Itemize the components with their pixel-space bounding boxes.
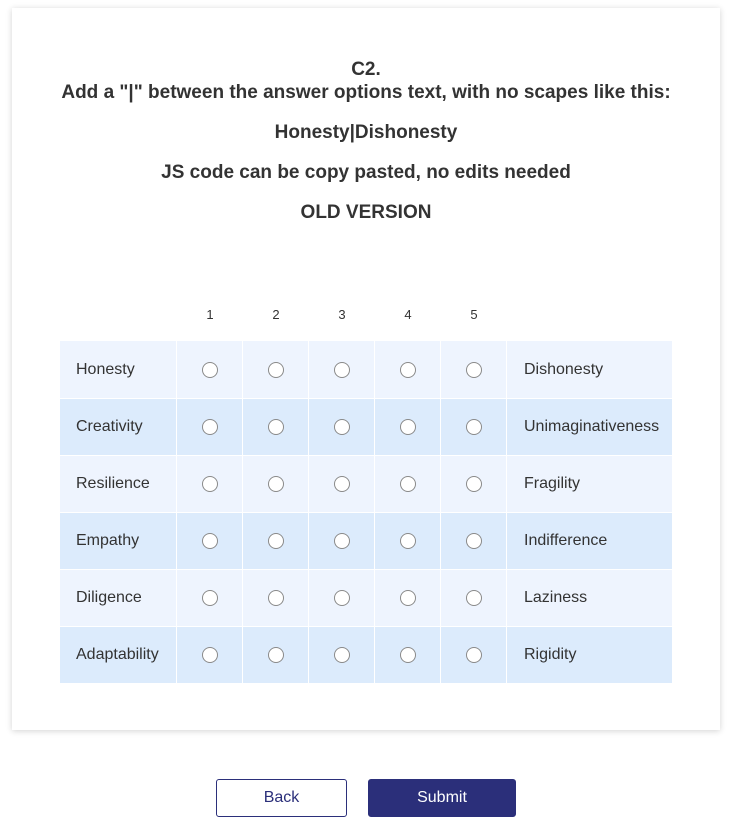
radio-empathy-2[interactable] — [268, 533, 284, 549]
scale-label-3: 3 — [338, 307, 346, 322]
radio-creativity-3[interactable] — [334, 419, 350, 435]
radio-empathy-4[interactable] — [400, 533, 416, 549]
question-number: C2. — [351, 59, 381, 80]
scale-label-2: 2 — [272, 307, 280, 322]
row-left-label: Diligence — [60, 570, 177, 626]
submit-button[interactable]: Submit — [368, 779, 516, 817]
radio-creativity-5[interactable] — [466, 419, 482, 435]
radio-resilience-1[interactable] — [202, 476, 218, 492]
radio-creativity-4[interactable] — [400, 419, 416, 435]
radio-resilience-4[interactable] — [400, 476, 416, 492]
row-right-label: Unimaginativeness — [524, 418, 660, 435]
row-right-label: Rigidity — [524, 646, 577, 663]
question-line-3: JS code can be copy pasted, no edits needed — [161, 162, 571, 183]
radio-adaptability-1[interactable] — [202, 647, 218, 663]
radio-diligence-2[interactable] — [268, 590, 284, 606]
radio-diligence-1[interactable] — [202, 590, 218, 606]
radio-honesty-2[interactable] — [268, 362, 284, 378]
radio-honesty-1[interactable] — [202, 362, 218, 378]
question-card — [12, 8, 720, 730]
question-line-1: Add a "|" between the answer options text, with no scapes like this: — [61, 82, 671, 103]
radio-resilience-5[interactable] — [466, 476, 482, 492]
row-left-label: Creativity — [60, 399, 177, 455]
bipolar-grid — [60, 341, 672, 683]
radio-honesty-4[interactable] — [400, 362, 416, 378]
radio-adaptability-3[interactable] — [334, 647, 350, 663]
radio-adaptability-5[interactable] — [466, 647, 482, 663]
question-line-4: OLD VERSION — [300, 202, 432, 223]
radio-diligence-3[interactable] — [334, 590, 350, 606]
row-left-label: Honesty — [60, 341, 177, 398]
scale-label-5: 5 — [470, 307, 478, 322]
radio-diligence-4[interactable] — [400, 590, 416, 606]
scale-label-1: 1 — [206, 307, 214, 322]
grid-row-resilience — [60, 455, 672, 512]
radio-honesty-3[interactable] — [334, 362, 350, 378]
radio-adaptability-4[interactable] — [400, 647, 416, 663]
back-button[interactable]: Back — [216, 779, 347, 817]
grid-row-creativity — [60, 398, 672, 455]
grid-row-adaptability — [60, 626, 672, 683]
radio-resilience-2[interactable] — [268, 476, 284, 492]
radio-adaptability-2[interactable] — [268, 647, 284, 663]
row-right-label: Indifference — [524, 532, 608, 549]
grid-row-empathy — [60, 512, 672, 569]
row-right-label: Laziness — [524, 589, 588, 606]
grid-row-honesty — [60, 341, 672, 398]
row-right-label: Fragility — [524, 475, 581, 492]
row-left-label: Adaptability — [60, 627, 177, 683]
grid-row-diligence — [60, 569, 672, 626]
radio-resilience-3[interactable] — [334, 476, 350, 492]
radio-diligence-5[interactable] — [466, 590, 482, 606]
row-right-label: Dishonesty — [524, 360, 604, 378]
radio-empathy-1[interactable] — [202, 533, 218, 549]
radio-honesty-5[interactable] — [466, 362, 482, 378]
radio-empathy-5[interactable] — [466, 533, 482, 549]
question-line-2: Honesty|Dishonesty — [274, 122, 458, 143]
radio-empathy-3[interactable] — [334, 533, 350, 549]
scale-label-4: 4 — [404, 307, 412, 322]
row-left-label: Empathy — [60, 513, 177, 569]
row-left-label: Resilience — [60, 456, 177, 512]
radio-creativity-2[interactable] — [268, 419, 284, 435]
radio-creativity-1[interactable] — [202, 419, 218, 435]
